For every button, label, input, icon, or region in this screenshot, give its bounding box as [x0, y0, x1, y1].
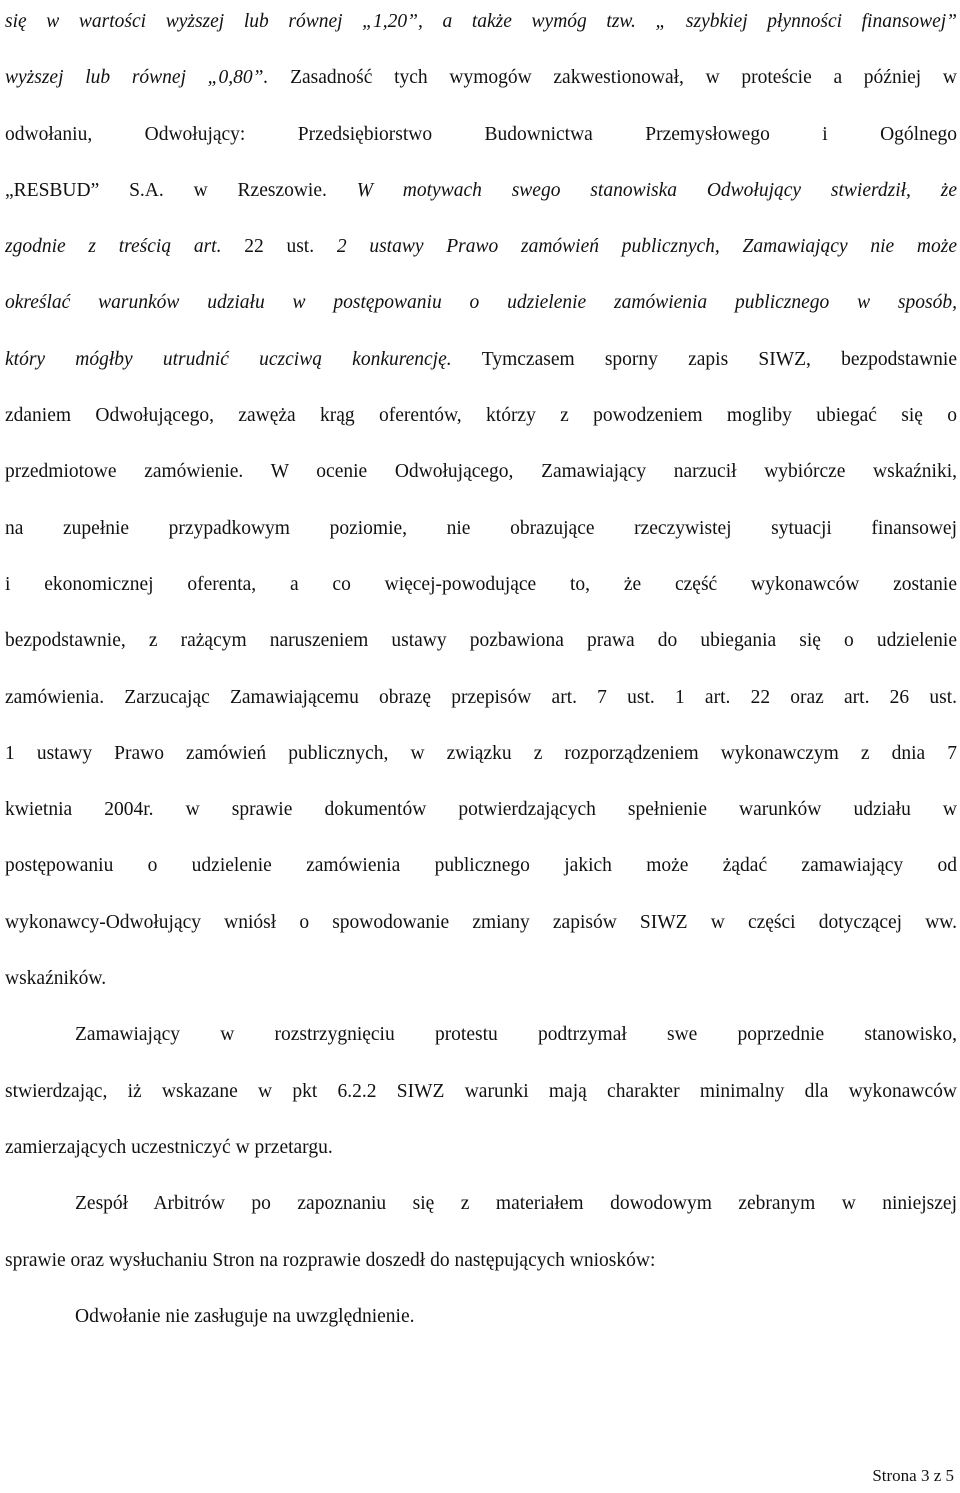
- page-number: Strona 3 z 5: [872, 1466, 954, 1485]
- text-line: [5, 1120, 957, 1176]
- text-segment: postępowaniu o udzielenie zamówienia publicznego jakich może żądać zamawiający od: [5, 855, 957, 877]
- text-segment: W motywach swego stanowiska Odwołujący stwierdził, że: [356, 179, 957, 201]
- text-segment: odwołaniu, Odwołujący: Przedsiębiorstwo Budownictwa Przemysłowego i Ogólnego: [5, 123, 957, 145]
- text-line: [5, 388, 957, 444]
- paragraph-rozstrzygniecie-protestu: [5, 1007, 957, 1176]
- text-segment: 2 ustawy Prawo zamówień publicznych, Zamawiający nie może: [336, 236, 957, 258]
- text-line: [5, 107, 957, 163]
- text-segment: zdaniem Odwołującego, zawęża krąg oferentów, którzy z powodzeniem mogliby ubiegać się o: [5, 405, 957, 427]
- text-line: [5, 557, 957, 613]
- text-segment: Odwołanie nie zasługuje na uwzględnienie.: [75, 1305, 415, 1327]
- text-segment: zamierzających uczestniczyć w przetargu.: [5, 1136, 333, 1158]
- text-line: [5, 613, 957, 669]
- text-line: [5, 219, 957, 275]
- text-line: [5, 782, 957, 838]
- text-segment: wskaźników.: [5, 968, 107, 990]
- text-segment: wyższej lub równej „0,80”.: [5, 67, 291, 89]
- text-line: [5, 726, 957, 782]
- text-line: [5, 1289, 957, 1345]
- text-segment: który mógłby utrudnić uczciwą konkurencję.: [5, 348, 482, 370]
- text-line: [5, 670, 957, 726]
- text-segment: kwietnia 2004r. w sprawie dokumentów potwierdzających spełnienie warunków udziału w: [5, 799, 957, 821]
- text-segment: Zespół Arbitrów po zapoznaniu się z materiałem dowodowym zebranym w niniejszej: [75, 1193, 957, 1215]
- text-segment: na zupełnie przypadkowym poziomie, nie obrazujące rzeczywistej sytuacji finansowej: [5, 517, 957, 539]
- text-line: [5, 163, 957, 219]
- text-line: [5, 1007, 957, 1063]
- text-segment: określać warunków udziału w postępowaniu o udzielenie zamówienia publicznego w sposób,: [5, 292, 957, 314]
- text-segment: i ekonomicznej oferenta, a co więcej-powodujące to, że część wykonawców zostanie: [5, 573, 957, 595]
- text-line: [5, 838, 957, 894]
- text-line: [5, 1064, 957, 1120]
- document-page: [5, 0, 957, 1345]
- text-segment: Zasadność tych wymogów zakwestionował, w proteście a później w: [290, 67, 957, 89]
- text-segment: zamówienia. Zarzucając Zamawiającemu obrazę przepisów art. 7 ust. 1 art. 22 oraz art. 26 ust.: [5, 686, 957, 708]
- text-segment: 1 ustawy Prawo zamówień publicznych, w związku z rozporządzeniem wykonawczym z dnia 7: [5, 742, 957, 764]
- paragraph-odwolanie-uzasadnienie: [5, 0, 957, 1007]
- text-segment: stwierdzając, iż wskazane w pkt 6.2.2 SIWZ warunki mają charakter minimalny dla wykonawców: [5, 1080, 957, 1102]
- text-segment: się w wartości wyższej lub równej „1,20”, a także wymóg tzw. „ szybkiej płynności finansowej”: [5, 11, 957, 32]
- text-line: [5, 1233, 957, 1289]
- text-segment: Tymczasem sporny zapis SIWZ, bezpodstawnie: [481, 348, 957, 370]
- text-segment: sprawie oraz wysłuchaniu Stron na rozprawie doszedł do następujących wniosków:: [5, 1249, 656, 1271]
- text-segment: zgodnie z treścią art.: [5, 236, 245, 258]
- text-line: [5, 895, 957, 951]
- text-line: [5, 275, 957, 331]
- text-segment: „RESBUD” S.A. w Rzeszowie.: [5, 179, 357, 201]
- paragraph-zespol-arbitrow: [5, 1176, 957, 1289]
- text-line: [5, 951, 957, 1007]
- text-line: [5, 444, 957, 500]
- text-line: [5, 332, 957, 388]
- text-line: [5, 1176, 957, 1232]
- text-segment: wykonawcy-Odwołujący wniósł o spowodowanie zmiany zapisów SIWZ w części dotyczącej ww.: [5, 911, 957, 933]
- paragraph-konkluzja: [5, 1289, 957, 1345]
- text-line: [5, 501, 957, 557]
- text-segment: Zamawiający w rozstrzygnięciu protestu podtrzymał swe poprzednie stanowisko,: [75, 1024, 957, 1046]
- text-line: [5, 0, 957, 50]
- text-segment: 22 ust.: [244, 236, 337, 258]
- text-line: [5, 50, 957, 106]
- text-segment: bezpodstawnie, z rażącym naruszeniem ustawy pozbawiona prawa do ubiegania się o udzielenie: [5, 630, 957, 652]
- text-segment: przedmiotowe zamówienie. W ocenie Odwołującego, Zamawiający narzucił wybiórcze wskaźniki,: [5, 461, 957, 483]
